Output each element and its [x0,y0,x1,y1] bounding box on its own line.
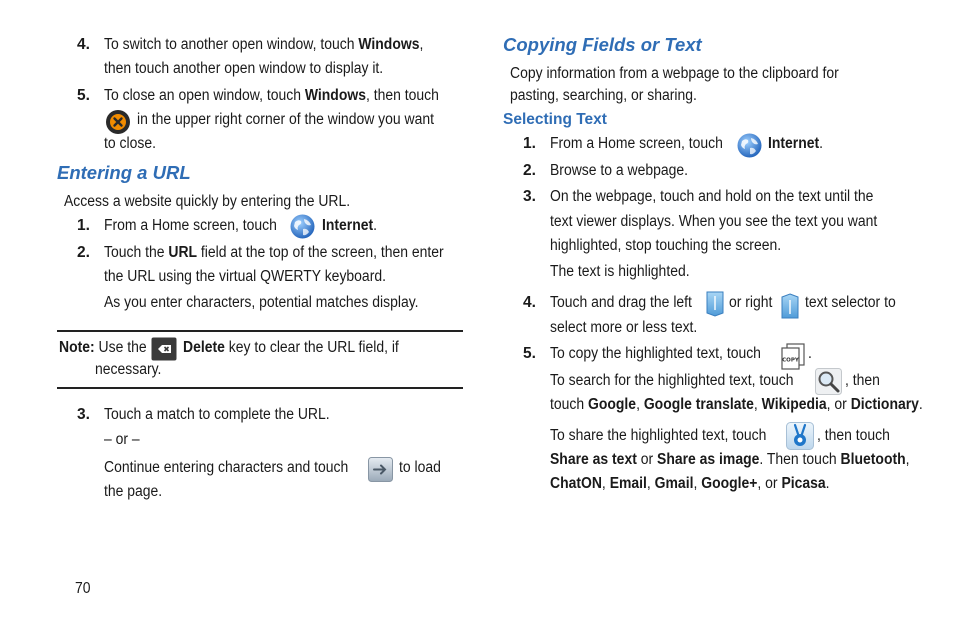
step-text: touch Google, Google translate, Wikipedia, or Dictionary. [550,396,923,413]
note-text: Note: Use the [59,339,147,356]
globe-icon [289,213,316,240]
note-text: Delete key to clear the URL field, if [183,339,399,356]
step-number: 5. [77,87,90,104]
step-text: Continue entering characters and touch [104,459,349,476]
step-number: 2. [77,244,90,261]
magnifier-icon [815,368,842,395]
step-text: . [808,345,812,362]
step-text: then touch another open window to display it. [104,60,384,77]
step-text: to close. [104,135,156,152]
copy-icon [780,343,806,371]
step-text: , then [845,372,880,389]
step-text: highlighted, stop touching the screen. [550,237,782,254]
intro-text: Copy information from a webpage to the clipboard for [510,65,839,82]
step-number: 1. [523,135,536,152]
step-text: text viewer displays. When you see the text you want [550,213,878,230]
step-number: 4. [77,36,90,53]
svg-text:COPY: COPY [782,357,799,364]
step-text: Touch the URL field at the top of the screen, then enter [104,244,444,261]
step-number: 3. [523,188,536,205]
note-text: necessary. [95,361,162,378]
step-text: To close an open window, touch Windows, then touch [104,87,439,104]
share-icon [786,422,814,450]
step-text: To share the highlighted text, touch [550,427,767,444]
step-number: 1. [77,217,90,234]
step-text: Touch a match to complete the URL. [104,406,330,423]
arrow-right-icon [368,457,393,482]
note-bottom-rule [57,387,463,389]
step-number: 3. [77,406,90,423]
subsection-heading: Selecting Text [503,111,607,128]
step-text: To copy the highlighted text, touch [550,345,761,362]
step-text: From a Home screen, touch [104,217,277,234]
step-text: Share as text or Share as image. Then touch Bluetooth, [550,451,910,468]
step-text: Internet. [768,135,824,152]
step-text: Internet. [322,217,378,234]
section-heading: Entering a URL [57,162,191,183]
step-text: Browse to a webpage. [550,162,689,179]
step-number: 4. [523,294,536,311]
section-heading: Copying Fields or Text [503,34,702,55]
left-text-selector-icon [706,291,724,317]
step-text: To search for the highlighted text, touch [550,372,794,389]
close-x-icon [105,109,131,135]
step-text: the page. [104,483,163,500]
step-text: ChatON, Email, Gmail, Google+, or Picasa. [550,475,830,492]
note-top-rule [57,330,463,332]
step-text: From a Home screen, touch [550,135,723,152]
step-text: As you enter characters, potential matches display. [104,294,419,311]
step-text: the URL using the virtual QWERTY keyboard. [104,268,386,285]
step-text: , then touch [817,427,890,444]
step-text: The text is highlighted. [550,263,690,280]
globe-icon [736,132,763,159]
step-number: 2. [523,162,536,179]
step-text: select more or less text. [550,319,698,336]
step-text: To switch to another open window, touch Windows, [104,36,424,53]
intro-text: pasting, searching, or sharing. [510,87,697,104]
step-text: to load [399,459,441,476]
step-text: in the upper right corner of the window you want [137,111,434,128]
delete-key-icon [151,337,177,361]
step-text: On the webpage, touch and hold on the text until the [550,188,874,205]
right-text-selector-icon [781,293,799,319]
step-text: or right [729,294,773,311]
step-text: text selector to [805,294,896,311]
page-number: 70 [75,580,91,597]
step-text: Touch and drag the left [550,294,692,311]
intro-text: Access a website quickly by entering the URL. [64,193,351,210]
step-number: 5. [523,345,536,362]
or-separator: – or – [104,431,140,448]
